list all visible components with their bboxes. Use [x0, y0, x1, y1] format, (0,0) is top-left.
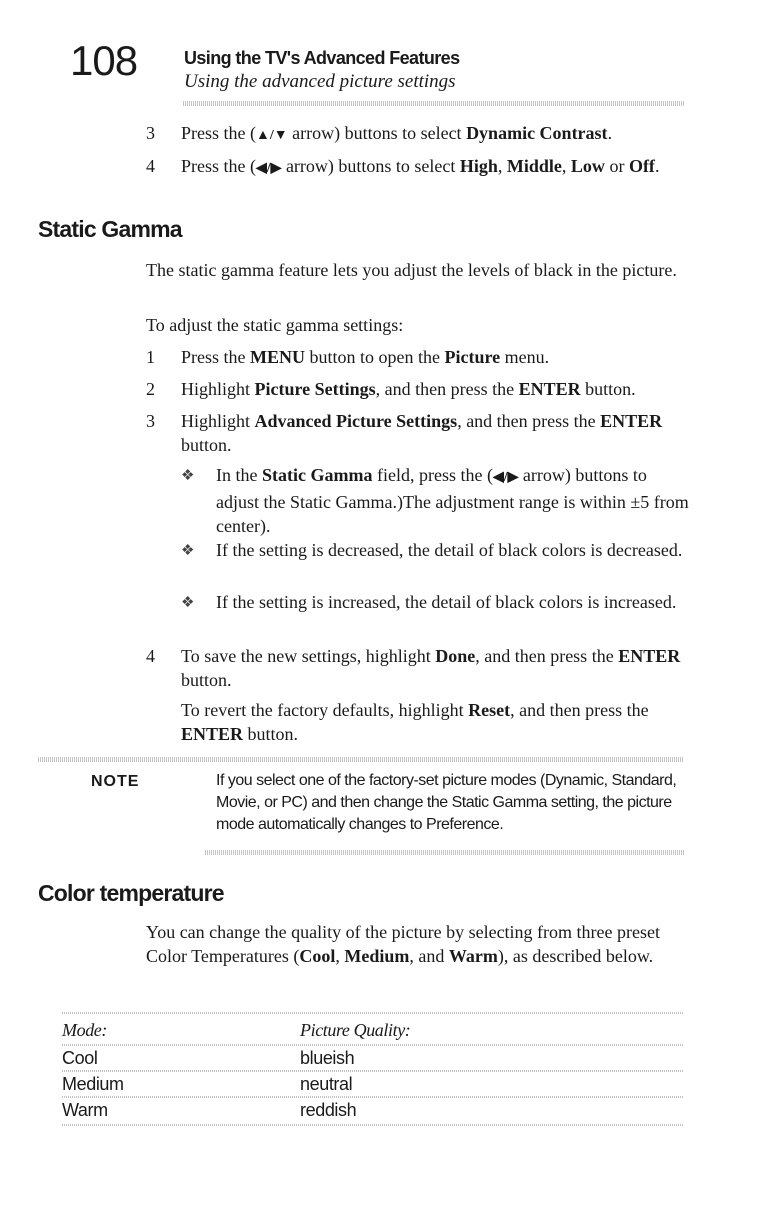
diamond-bullet-icon: ❖ — [181, 468, 195, 484]
table-cell-quality: neutral — [300, 1074, 353, 1094]
note-bottom-rule — [205, 850, 684, 855]
note-label: NOTE — [91, 773, 140, 790]
bullet-text: If the setting is increased, the detail of black colors is increased. — [216, 592, 677, 612]
step-text: Highlight Picture Settings, and then press the ENTER button. — [181, 379, 636, 399]
table-header-mode: Mode: — [62, 1020, 107, 1040]
step-number: 3 — [146, 123, 155, 143]
revert-defaults-text: To revert the factory defaults, highlight Reset, and then press the ENTER button. — [181, 700, 649, 744]
table-cell-mode: Warm — [62, 1100, 108, 1120]
section-title: Using the advanced picture settings — [184, 71, 456, 92]
table-rule — [62, 1096, 684, 1098]
step-number: 4 — [146, 156, 155, 176]
step-text: Press the (▲/▼ arrow) buttons to select Dynamic Contrast. — [181, 123, 613, 143]
table-rule — [62, 1124, 684, 1126]
table-rule — [62, 1012, 684, 1014]
diamond-bullet-icon: ❖ — [181, 543, 195, 559]
left-right-arrow-icon: ◀/▶ — [492, 470, 519, 485]
step-number: 1 — [146, 347, 155, 367]
table-cell-quality: reddish — [300, 1100, 357, 1120]
static-gamma-lead: To adjust the static gamma settings: — [146, 315, 404, 335]
step-text: To save the new settings, highlight Done, and then press the ENTER button. — [181, 646, 681, 690]
note-top-rule — [38, 757, 684, 762]
step-text: Press the (◀/▶ arrow) buttons to select High, Middle, Low or Off. — [181, 156, 660, 176]
bullet-text: In the Static Gamma field, press the (◀/▶ arrow) buttons to adjust the Static Gamma.)The adjustment range is within ±5 from center). — [216, 465, 689, 536]
table-cell-mode: Cool — [62, 1048, 98, 1068]
note-text: If you select one of the factory-set picture modes (Dynamic, Standard, Movie, or PC) and then change the Static Gamma setting, the picture mode automatically changes to Preference. — [216, 772, 677, 833]
table-rule — [62, 1070, 684, 1072]
bullet-text: If the setting is decreased, the detail of black colors is decreased. — [216, 540, 683, 560]
left-right-arrow-icon: ◀/▶ — [256, 161, 282, 176]
static-gamma-heading: Static Gamma — [38, 216, 182, 242]
chapter-title: Using the TV's Advanced Features — [184, 48, 460, 68]
step-number: 2 — [146, 379, 155, 399]
step-number: 4 — [146, 646, 155, 666]
header-rule — [183, 101, 684, 106]
color-temperature-intro: You can change the quality of the picture by selecting from three preset Color Temperatures (Cool, Medium, and Warm), as described below. — [146, 922, 661, 966]
table-rule — [62, 1044, 684, 1046]
table-cell-mode: Medium — [62, 1074, 124, 1094]
step-text: Press the MENU button to open the Picture menu. — [181, 347, 550, 367]
page-number: 108 — [70, 37, 138, 84]
static-gamma-intro: The static gamma feature lets you adjust the levels of black in the picture. — [146, 260, 677, 280]
up-down-arrow-icon: ▲/▼ — [256, 128, 288, 143]
step-number: 3 — [146, 411, 155, 431]
step-text: Highlight Advanced Picture Settings, and then press the ENTER button. — [181, 411, 663, 455]
table-cell-quality: blueish — [300, 1048, 355, 1068]
color-temperature-heading: Color temperature — [38, 880, 224, 906]
diamond-bullet-icon: ❖ — [181, 595, 195, 611]
table-header-quality: Picture Quality: — [300, 1020, 411, 1040]
